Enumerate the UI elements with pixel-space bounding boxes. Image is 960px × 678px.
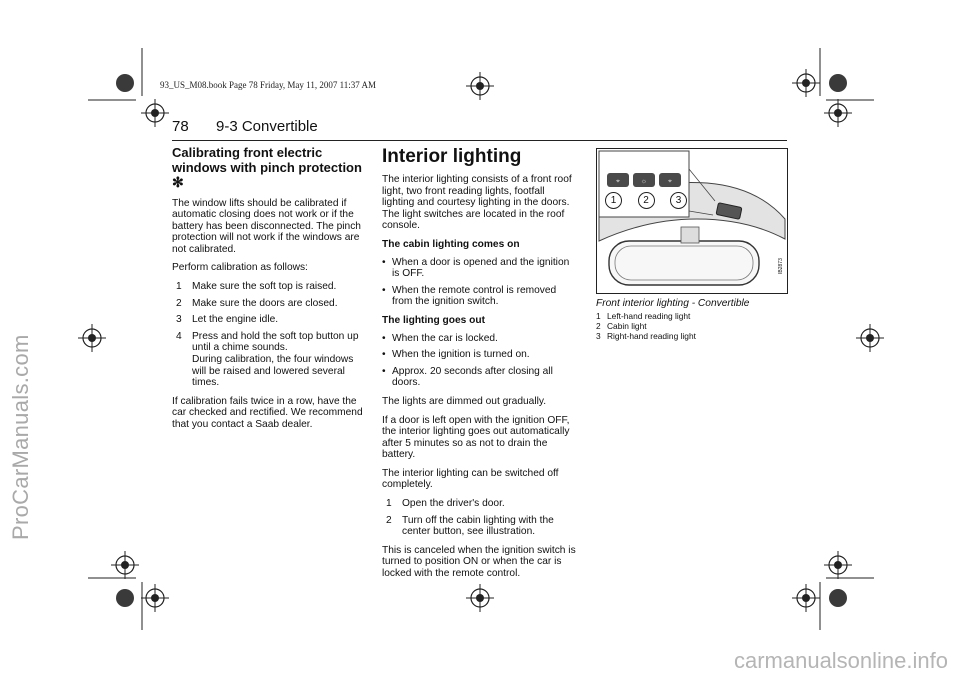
dimmed-text: The lights are dimmed out gradually. — [382, 395, 547, 407]
interior-heading: Interior lighting — [382, 146, 522, 167]
callout-2: 2 — [638, 192, 655, 209]
list-item: • When the ignition is turned on. — [382, 349, 578, 361]
list-item: • When the remote control is removed from the ignition switch. — [382, 285, 578, 308]
door-open-text: If a door is left open with the ignition OFF, the interior lighting goes out automatically after 5 minutes so as not to drain the battery. — [382, 414, 570, 461]
callout-3: 3 — [670, 192, 687, 209]
bottom-watermark: carmanualsonline.info — [733, 648, 948, 673]
comes-on-list — [382, 257, 578, 308]
list-item: 2 Turn off the cabin lighting with the center button, see illustration. — [386, 514, 554, 538]
list-item: 2 Make sure the doors are closed. — [176, 297, 338, 309]
list-item: 3 Right-hand reading light — [596, 330, 696, 341]
figure-legend — [596, 311, 792, 341]
switch-off-steps — [382, 498, 578, 538]
cancel-text: This is canceled when the ignition switch is turned to position ON or when the car is locked with the remote control. — [382, 544, 576, 580]
svg-text:⌖: ⌖ — [616, 178, 620, 185]
list-item: 4 Press and hold the soft top button up until a chime sounds. During calibration, the four windows will be raised and lowered several times. — [176, 330, 359, 389]
calibration-steps — [172, 281, 368, 389]
list-item: 2 Cabin light — [596, 320, 647, 331]
interior-lighting-illustration — [596, 148, 788, 294]
calibration-failure-note: If calibration fails twice in a row, have the car checked and rectified. We recommend that you contact a Saab dealer. — [172, 395, 363, 430]
roof-console-icon — [597, 149, 787, 293]
svg-text:⌖: ⌖ — [668, 178, 672, 185]
list-item: 1 Open the driver's door. — [386, 498, 505, 510]
figure-caption: Front interior lighting - Convertible — [596, 298, 750, 309]
goes-out-list — [382, 333, 578, 389]
figure-code: IB2873 — [778, 258, 784, 274]
callout-1: 1 — [605, 192, 622, 209]
switch-buttons — [607, 173, 681, 187]
list-item: • Approx. 20 seconds after closing all doors. — [382, 366, 578, 389]
list-item: 3 Let the engine idle. — [176, 314, 279, 326]
figure-callouts — [605, 192, 687, 209]
calibration-section — [172, 146, 368, 438]
figure-section — [596, 146, 792, 341]
list-item: 1 Make sure the soft top is raised. — [176, 281, 337, 293]
page-number: 78 — [172, 118, 189, 135]
snowflake-icon: ✻ — [172, 174, 184, 190]
switch-off-text: The interior lighting can be switched off completely. — [382, 467, 559, 491]
header-rule — [172, 140, 787, 141]
calibration-heading: Calibrating front electric windows with pinch protection ✻ — [172, 145, 362, 190]
goes-out-heading: The lighting goes out — [382, 314, 485, 326]
calibration-perform: Perform calibration as follows: — [172, 262, 308, 274]
chapter-title: 9-3 Convertible — [216, 118, 318, 135]
comes-on-heading: The cabin lighting comes on — [382, 238, 520, 250]
print-header: 93_US_M08.book Page 78 Friday, May 11, 2007 11:37 AM — [160, 80, 376, 90]
calibration-intro: The window lifts should be calibrated if automatic closing does not work or if the battery has been disconnected. The pinch protection will not work if the windows are not calibrated. — [172, 197, 361, 255]
calibration-step-note: During calibration, the four windows will be raised and lowered several times. — [192, 354, 354, 389]
list-item: • When a door is opened and the ignition is OFF. — [382, 257, 578, 280]
list-item: 1 Left-hand reading light — [596, 310, 691, 321]
interior-section — [382, 146, 578, 587]
list-item: • When the car is locked. — [382, 333, 578, 345]
side-watermark: ProCarManuals.com — [8, 334, 33, 540]
svg-text:☼: ☼ — [640, 178, 648, 185]
interior-intro: The interior lighting consists of a front roof light, two front reading lights, footfall lighting and courtesy lighting in the doors. The light switches are located in the roof console. — [382, 174, 572, 232]
